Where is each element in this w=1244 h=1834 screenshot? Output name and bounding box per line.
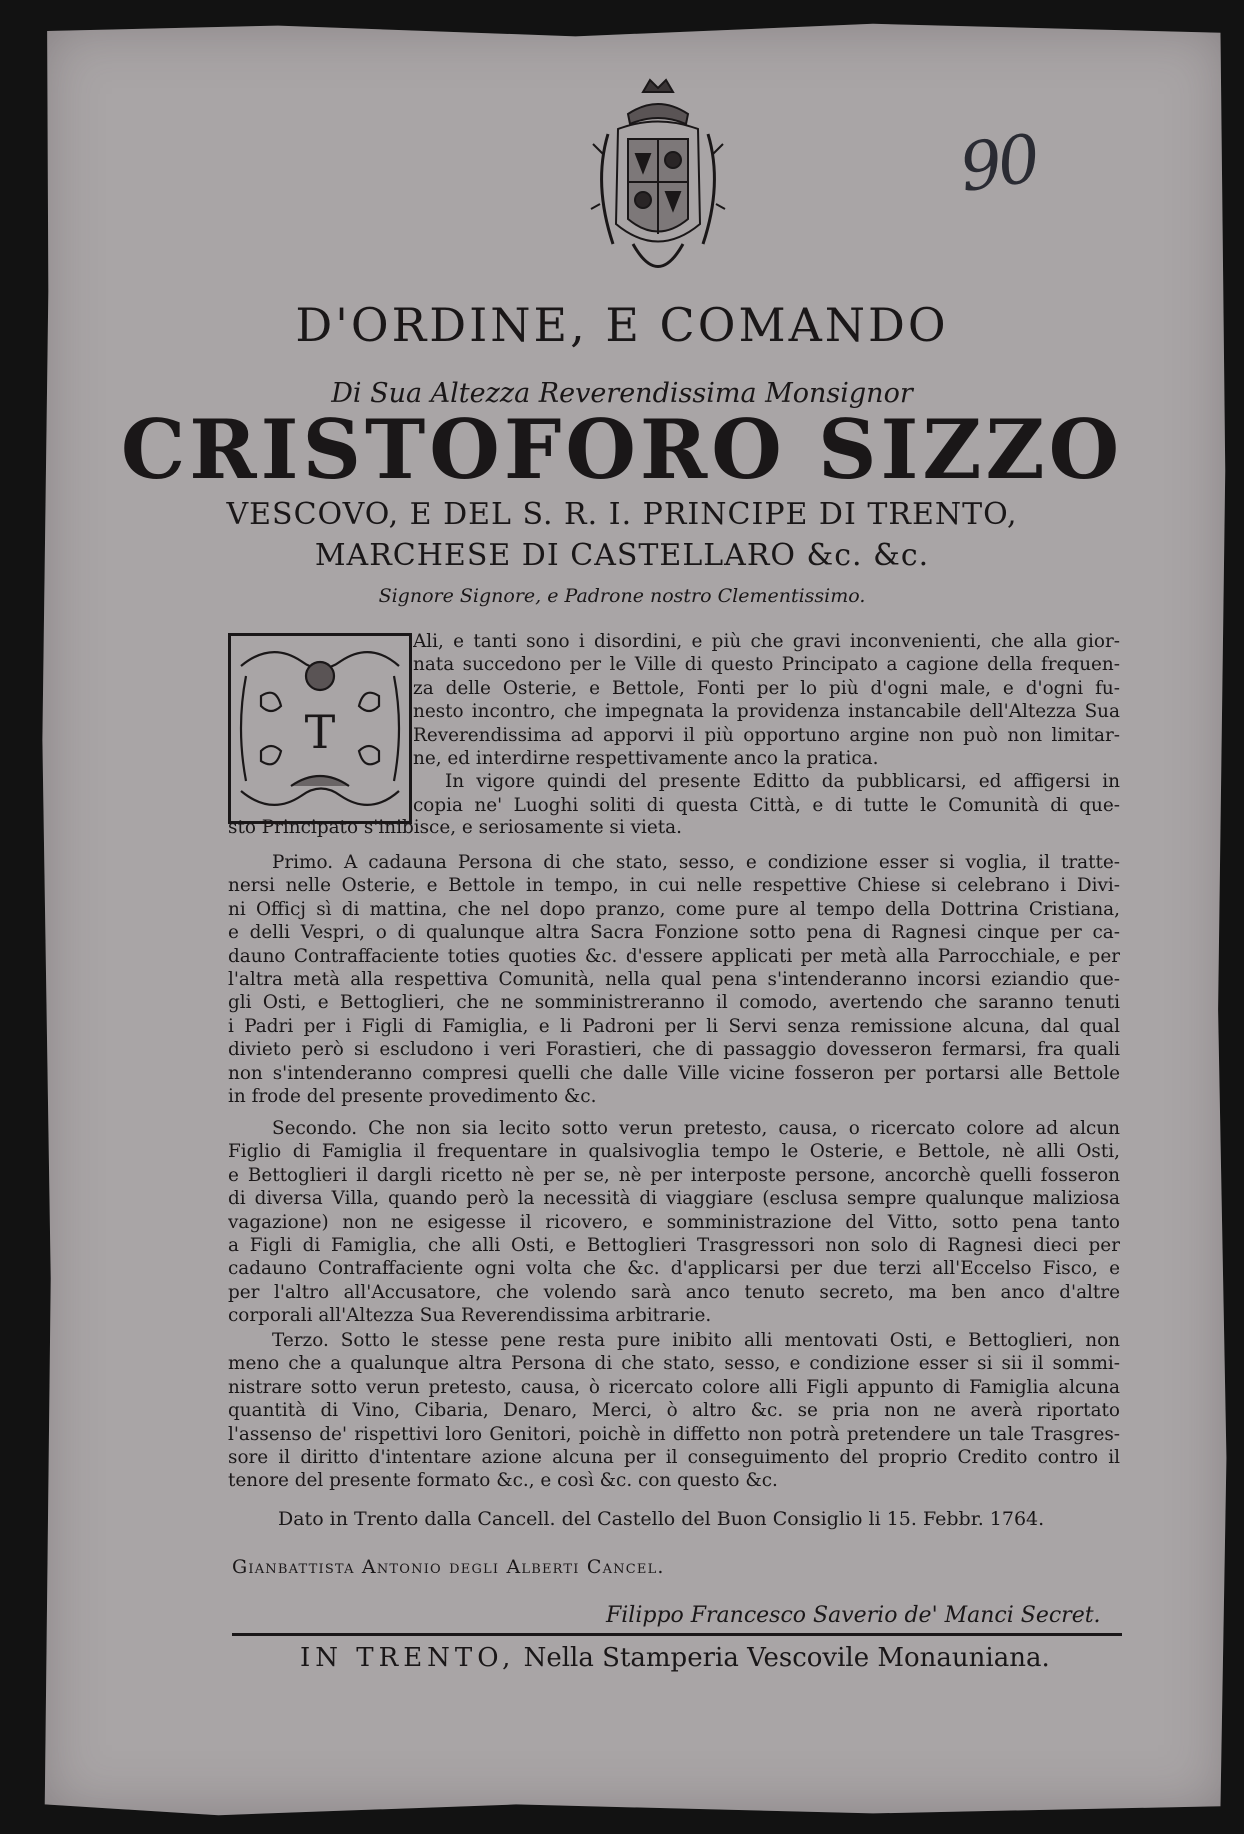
primo-line: dauno Contraffaciente toties quoties &c. d'essere applicati per metà alla Parrocchiale, e per	[228, 945, 1120, 967]
intro-line: copia ne' Luoghi soliti di questa Città, e di tutte le Comunità di que-	[413, 794, 1120, 816]
primo-line: non s'intenderanno compresi quelli che dalle Ville vicine fosseron per portarsi alle Bettole	[228, 1062, 1120, 1084]
primo-line: divieto però si escludono i veri Forastieri, che di passaggio dovesseron fermarsi, fra quali	[228, 1039, 1120, 1061]
terzo-line: Terzo. Sotto le stesse pene resta pure inibito alli mentovati Osti, e Bettoglieri, non	[272, 1330, 1120, 1351]
intro-line: za delle Osterie, e Bettole, Fonti per lo più d'ogni male, e d'ogni fu-	[413, 677, 1120, 699]
decorated-initial	[228, 633, 412, 824]
titles-line-1: VESCOVO, E DEL S. R. I. PRINCIPE DI TRENTO,	[226, 497, 1018, 532]
terzo-line: tenore del presente formato &c., e così &c. con questo &c.	[228, 1470, 778, 1492]
titles-line-2: MARCHESE DI CASTELLARO &c. &c.	[314, 538, 930, 573]
secondo-line: per l'altro all'Accusatore, che volendo sarà anco tenuto secreto, ma ben anco d'altre	[228, 1281, 1120, 1303]
secondo-line: cadauno Contraffaciente ogni volta che &c. d'applicarsi per due terzi all'Eccelso Fisco, e	[228, 1258, 1120, 1280]
chancellor-signature: Gianbattista Antonio degli Alberti Cancel.	[232, 1556, 665, 1578]
printer-imprint	[300, 1643, 1050, 1673]
terzo-line: sore il diritto d'intentare azione alcuna per il conseguimento del proprio Credito contro il	[228, 1447, 1120, 1469]
address-line: Signore Signore, e Padrone nostro Clementissimo.	[378, 585, 866, 607]
bishop-name: CRISTOFORO SIZZO	[120, 403, 1124, 498]
primo-line: ni Officj sì di mattina, che nel dopo pranzo, come pure al tempo della Dottrina Cristiana,	[228, 898, 1120, 920]
intro-paragraph	[413, 630, 1120, 817]
intro-line: Ali, e tanti sono i disordini, e più che gravi inconvenienti, che alla gior-	[413, 631, 1120, 652]
secretary-signature: Filippo Francesco Saverio de' Manci Secret.	[606, 1603, 1101, 1628]
secondo-line: Secondo. Che non sia lecito sotto verun pretesto, causa, o ricercato colore ad alcun	[272, 1118, 1120, 1139]
terzo-line: quantità di Vino, Cibaria, Denaro, Merci, ò altro &c. se pria non ne averà riportato	[228, 1400, 1120, 1422]
intro-line: nata succedono per le Ville di questo Principato a cagione della frequen-	[413, 654, 1120, 676]
primo-line: e delli Vespri, o di qualunque altra Sacra Fonzione sotto pena di Ragnesi cinque per ca-	[228, 922, 1120, 944]
secondo-line: e Bettoglieri il dargli ricetto nè per se, nè per interposte persone, ancorchè quelli fosseron	[228, 1164, 1120, 1186]
intro-line: ne, ed interdirne respettivamente anco la pratica.	[413, 748, 879, 770]
secondo-line: Figlio di Famiglia il frequentare in qualsivoglia tempo le Osterie, e Bettole, nè alli Osti,	[228, 1141, 1120, 1163]
intro-line: sto Principato s'inibisce, e seriosamente si vieta.	[228, 817, 682, 838]
intro-tail	[228, 816, 1120, 839]
article-primo	[228, 851, 1120, 1108]
honorific-line: Di Sua Altezza Reverendissima Monsignor	[331, 378, 913, 409]
intro-line: In vigore quindi del presente Editto da pubblicarsi, ed affigersi in	[445, 771, 1120, 793]
primo-line: gli Osti, e Bettoglieri, che ne somministreranno il comodo, avertendo che saranno tenuti	[228, 992, 1120, 1014]
primo-line: i Padri per i Figli di Famiglia, e li Padroni per li Servi senza remissione alcuna, dal qual	[228, 1015, 1120, 1037]
initial-letter: T	[304, 705, 336, 759]
printer-name: Nella Stamperia Vescovile Monauniana.	[523, 1643, 1050, 1673]
article-secondo	[228, 1117, 1120, 1328]
secondo-line: a Figli di Famiglia, che alli Osti, e Bettoglieri Trasgressori non solo di Ragnesi dieci per	[228, 1235, 1120, 1257]
primo-line: in frode del presente provedimento &c.	[228, 1086, 597, 1108]
secondo-line: vagazione) non ne esigesse il ricovero, e somministrazione del Vitto, sotto pena tanto	[228, 1211, 1120, 1233]
primo-line: nersi nelle Osterie, e Bettole in tempo, in cui nelle respettive Chiese si celebrano i Divi-	[228, 875, 1120, 897]
intro-line: Reverendissima ad apporvi il più opportuno argine non può non limitar-	[413, 724, 1120, 746]
secondo-line: di diversa Villa, quando però la necessità di viaggiare (esclusa sempre qualunque maliziosa	[228, 1188, 1120, 1210]
terzo-line: nistrare sotto verun pretesto, causa, ò ricercato colore alli Figli appunto di Famiglia alcuna	[228, 1376, 1120, 1398]
printer-city: IN TRENTO,	[300, 1643, 516, 1673]
dated-line: Dato in Trento dalla Cancell. del Castello del Buon Consiglio li 15. Febbr. 1764.	[278, 1508, 1045, 1530]
handwritten-number: 90	[955, 120, 1041, 207]
primo-line: l'altra metà alla respettiva Comunità, nella qual pena s'intenderanno incorsi eziandio que-	[228, 969, 1120, 991]
order-heading: D'ORDINE, E COMANDO	[295, 298, 949, 352]
footer-rule	[232, 1633, 1122, 1636]
secondo-line: corporali all'Altezza Sua Reverendissima arbitrarie.	[228, 1305, 712, 1327]
intro-line: nesto incontro, che impegnata la providenza instancabile dell'Altezza Sua	[413, 701, 1120, 723]
primo-line: Primo. A cadauna Persona di che stato, sesso, e condizione esser si voglia, il tratte-	[272, 852, 1120, 873]
article-terzo	[228, 1329, 1120, 1493]
coat-of-arms-emblem	[588, 74, 728, 299]
terzo-line: l'assenso de' rispettivi loro Genitori, poichè in diffetto non potrà pretendere un tale Trasgres-	[228, 1423, 1120, 1445]
terzo-line: meno che a qualunque altra Persona di che stato, sesso, e condizione esser si sii il sommi-	[228, 1353, 1120, 1375]
